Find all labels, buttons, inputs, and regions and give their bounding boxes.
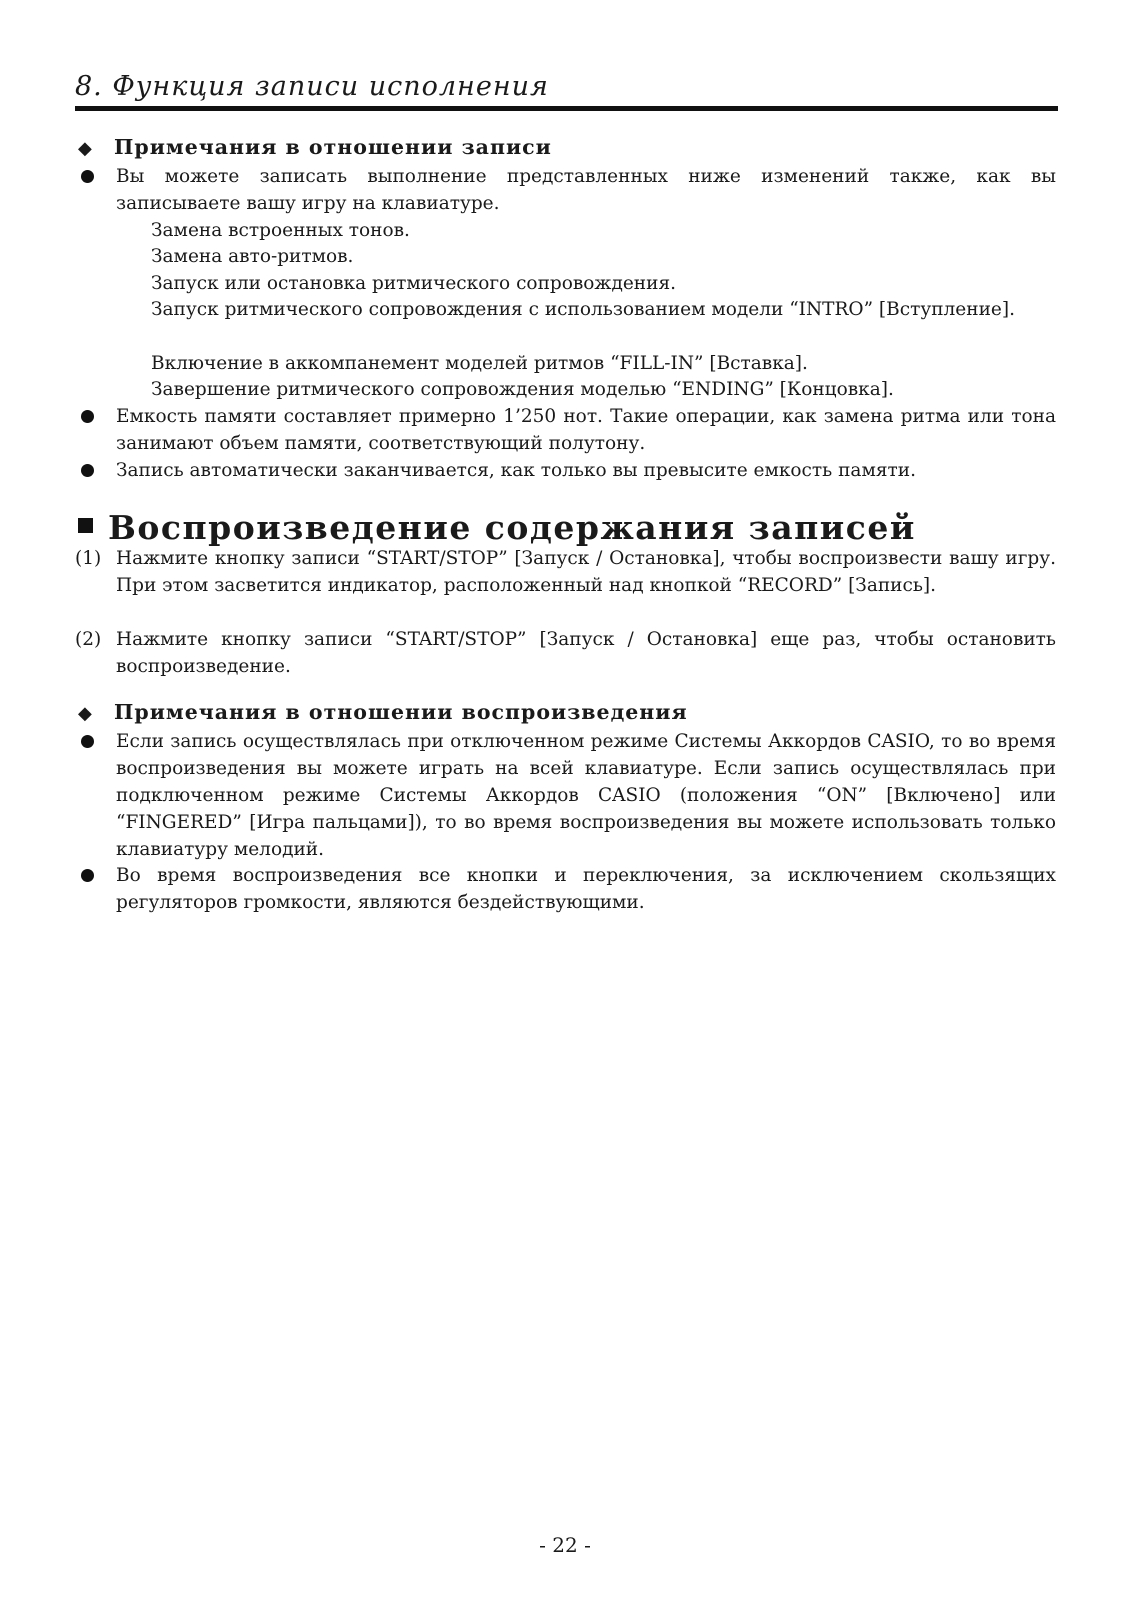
square-bullet-icon [78, 518, 93, 533]
bullet-dot-icon [81, 464, 94, 477]
change-item: Замена встроенных тонов. [151, 220, 410, 241]
notes-recording-heading-text: Примечания в отношении записи [114, 135, 552, 159]
bullet-dot-icon [81, 410, 94, 423]
notes-recording-heading [78, 133, 552, 163]
numbered-step [75, 545, 1056, 599]
change-item: Завершение ритмического сопровождения моделью “ENDING” [Концовка]. [151, 379, 894, 400]
playback-section-heading [78, 506, 916, 550]
bullet-dot-icon [81, 170, 94, 183]
step-number: (2) [75, 629, 102, 650]
diamond-bullet-icon: ◆ [78, 138, 93, 159]
page-header [75, 68, 1058, 111]
list-item [78, 457, 1056, 484]
diamond-bullet-icon: ◆ [78, 703, 93, 724]
bullet-dot-icon [81, 869, 94, 882]
list-item [78, 403, 1056, 457]
notes-playback-heading-text: Примечания в отношении воспроизведения [114, 700, 688, 724]
notes-playback-heading [78, 698, 688, 728]
page-number: - 22 - [539, 1533, 591, 1557]
notes-recording-bullet-2: Емкость памяти составляет примерно 1’250 нот. Такие операции, как замена ритма или тона занимают объем памяти, соответствующий полутону. [116, 406, 1056, 454]
numbered-step [75, 626, 1056, 680]
bullet-dot-icon [81, 735, 94, 748]
change-item: Замена авто-ритмов. [151, 246, 354, 267]
notes-playback-bullet-2: Во время воспроизведения все кнопки и переключения, за исключением скользящих регуляторов громкости, являются бездействующими. [116, 865, 1056, 913]
playback-heading-text: Воспроизведение содержания записей [108, 508, 916, 547]
page-title: 8. Функция записи исполнения [75, 71, 549, 102]
step-text: Нажмите кнопку записи “START/STOP” [Запуск / Остановка], чтобы воспроизвести вашу игру. При этом засветится индикатор, расположенный над кнопкой “RECORD” [Запись]. [116, 548, 1056, 596]
change-item: Запуск ритмического сопровождения с использованием модели “INTRO” [Вступление]. [151, 299, 1015, 320]
notes-recording-bullet-3: Запись автоматически заканчивается, как только вы превысите емкость памяти. [116, 460, 916, 481]
notes-recording-bullet-1: Вы можете записать выполнение представленных ниже изменений также, как вы записываете вашу игру на клавиатуре. [116, 166, 1056, 214]
list-item [78, 862, 1056, 916]
step-number: (1) [75, 548, 102, 569]
change-item: Запуск или остановка ритмического сопровождения. [151, 273, 677, 294]
notes-playback-bullet-1: Если запись осуществлялась при отключенном режиме Системы Аккордов CASIO, то во время воспроизведения вы можете играть на всей клавиатуре. Если запись осуществлялась при подключенном режиме Системы Аккордов CASIO (положения “ON” [Включено] или “FINGERED” [Игра пальцами]), то во время воспроизведения вы можете использовать только клавиатуру мелодий. [116, 731, 1056, 860]
list-item [78, 163, 1056, 217]
change-item: Включение в аккомпанемент моделей ритмов “FILL-IN” [Вставка]. [151, 353, 808, 374]
list-item [78, 728, 1056, 863]
step-text: Нажмите кнопку записи “START/STOP” [Запуск / Остановка] еще раз, чтобы остановить воспроизведение. [116, 629, 1056, 677]
